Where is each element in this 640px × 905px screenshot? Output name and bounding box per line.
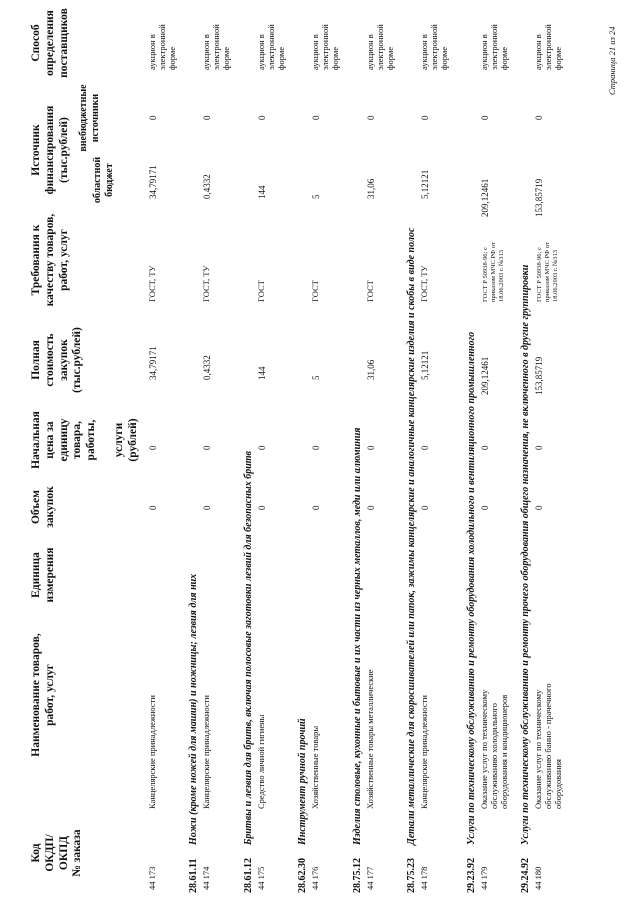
row-regional: 0,4332 xyxy=(202,174,212,199)
row-number: 44 176 xyxy=(310,866,320,890)
header-method: Способ определения поставщиков xyxy=(30,8,70,78)
row-extrabudget: 0 xyxy=(311,115,321,120)
group-code: 29.23.92 xyxy=(466,858,477,893)
header-extrabudget: внебюджетные источники xyxy=(78,84,101,152)
row-total: 144 xyxy=(257,366,267,380)
row-regional: 5,12121 xyxy=(420,169,430,199)
row-extrabudget: 0 xyxy=(420,115,430,120)
header-requirements: Требования к качеству товаров, работ, услуг xyxy=(30,213,70,307)
row-total: 153,85719 xyxy=(534,356,544,395)
group-title: Ножи (кроме ножей для машин) и ножницы; лезвия для них xyxy=(188,573,199,845)
group-title: Услуги по техническому обслуживанию и ремонту оборудования холодильного и вентиляционного промышленного xyxy=(466,331,477,845)
row-volume: 0 xyxy=(311,505,321,510)
row-name: Средство личной гигиены xyxy=(256,714,266,809)
row-price: 0 xyxy=(148,445,158,450)
group-code: 28.62.30 xyxy=(297,858,308,893)
header-name: Наименование товаров, работ, услуг xyxy=(30,633,56,757)
row-number: 44 174 xyxy=(201,866,211,890)
row-regional: 34,79171 xyxy=(148,165,158,199)
row-volume: 0 xyxy=(534,505,544,510)
row-volume: 0 xyxy=(202,505,212,510)
row-volume: 0 xyxy=(366,505,376,510)
header-regional-budget: областной бюджет xyxy=(92,156,115,204)
row-price: 0 xyxy=(311,445,321,450)
row-total: 31,06 xyxy=(366,359,376,380)
row-price: 0 xyxy=(420,445,430,450)
header-code: Код ОКДП/ ОКПД № заказа xyxy=(30,829,84,877)
row-price: 0 xyxy=(480,445,490,450)
row-total: 5,12121 xyxy=(420,350,430,380)
row-extrabudget: 0 xyxy=(148,115,158,120)
row-requirements: ГОСТ xyxy=(256,280,266,302)
row-method: аукцион в электронной форме xyxy=(256,24,286,70)
row-total: 209,12461 xyxy=(480,356,490,395)
group-code: 28.75.23 xyxy=(406,858,417,893)
row-total: 5 xyxy=(311,375,321,380)
row-price: 0 xyxy=(366,445,376,450)
row-method: аукцион в электронной форме xyxy=(310,24,340,70)
row-number: 44 175 xyxy=(256,866,266,890)
row-price: 0 xyxy=(257,445,267,450)
group-title: Детали металлические для скоросшивателей или папок, зажимы канцелярские и аналогичные канцелярские изделия и скобы в виде полос xyxy=(406,227,417,845)
row-extrabudget: 0 xyxy=(534,115,544,120)
group-code: 28.61.12 xyxy=(243,858,254,893)
row-regional: 144 xyxy=(257,185,267,199)
row-number: 44 173 xyxy=(147,866,157,890)
group-title: Бритвы и лезвия для бритв, включая полосовые заготовки лезвий для безопасных бритв xyxy=(243,450,254,845)
row-price: 0 xyxy=(202,445,212,450)
row-method: аукцион в электронной форме xyxy=(479,24,509,70)
header-funding: Источник финансирования (тыс.рублей) xyxy=(30,105,70,195)
row-name: Оказание услуг по техническому обслуживанию банно - прачечного оборудования xyxy=(533,683,563,809)
row-requirements: ГОСТ, ТУ xyxy=(201,265,211,302)
row-number: 44 178 xyxy=(419,866,429,890)
row-regional: 209,12461 xyxy=(480,178,490,217)
row-regional: 31,06 xyxy=(366,178,376,199)
row-total: 0,4332 xyxy=(202,355,212,380)
page-footer: Страница 21 из 24 xyxy=(607,26,617,95)
header-price: Начальная цена за единицу товара, работы, услуги (рублей) xyxy=(30,411,139,469)
row-method: аукцион в электронной форме xyxy=(147,24,177,70)
group-code: 28.75.12 xyxy=(352,858,363,893)
row-total: 34,79171 xyxy=(148,346,158,380)
row-volume: 0 xyxy=(420,505,430,510)
row-method: аукцион в электронной форме xyxy=(533,24,563,70)
row-requirements: ГОСТ xyxy=(310,280,320,302)
header-volume: Объем закупок xyxy=(30,486,56,528)
row-requirements: ГОСТ Р 50938-96; с приказом МЧС РФ от 18.06.2003 г. №313 xyxy=(482,242,505,302)
row-method: аукцион в электронной форме xyxy=(365,24,395,70)
header-total: Полная стоимость закупок (тыс.рублей) xyxy=(30,327,84,393)
row-name: Канцелярские принадлежности xyxy=(201,695,211,809)
row-volume: 0 xyxy=(480,505,490,510)
group-code: 29.24.92 xyxy=(520,858,531,893)
header-unit: Единица измерения xyxy=(30,547,56,603)
row-name: Хозяйственные товары металлические xyxy=(365,669,375,809)
row-regional: 153,85719 xyxy=(534,178,544,217)
row-name: Хозяйственные товары xyxy=(310,725,320,809)
row-volume: 0 xyxy=(148,505,158,510)
row-price: 0 xyxy=(534,445,544,450)
row-method: аукцион в электронной форме xyxy=(201,24,231,70)
group-title: Инструмент ручной прочий xyxy=(297,718,308,845)
row-number: 44 179 xyxy=(479,866,489,890)
row-name: Канцелярские принадлежности xyxy=(419,695,429,809)
group-title: Услуги по техническому обслуживанию и ремонту прочего оборудования общего назначения, не включенного в другие группировки xyxy=(520,264,531,845)
row-number: 44 180 xyxy=(533,866,543,890)
row-name: Канцелярские принадлежности xyxy=(147,695,157,809)
row-extrabudget: 0 xyxy=(480,115,490,120)
row-volume: 0 xyxy=(257,505,267,510)
row-extrabudget: 0 xyxy=(366,115,376,120)
group-code: 28.61.11 xyxy=(188,858,199,893)
row-name: Оказание услуг по техническому обслуживанию холодильного оборудования и кондиционеров xyxy=(479,689,509,809)
row-method: аукцион в электронной форме xyxy=(419,24,449,70)
row-requirements: ГОСТ, ТУ xyxy=(419,265,429,302)
row-requirements: ГОСТ, ТУ xyxy=(147,265,157,302)
row-extrabudget: 0 xyxy=(257,115,267,120)
row-regional: 5 xyxy=(311,194,321,199)
row-number: 44 177 xyxy=(365,866,375,890)
group-title: Изделия столовые, кухонные и бытовые и их части из черных металлов, меди или алюминия xyxy=(352,427,363,845)
row-requirements: ГОСТ xyxy=(365,280,375,302)
row-extrabudget: 0 xyxy=(202,115,212,120)
row-requirements: ГОСТ Р 50938-96; с приказом МЧС РФ от 18.06.2003 г. №313 xyxy=(536,242,559,302)
